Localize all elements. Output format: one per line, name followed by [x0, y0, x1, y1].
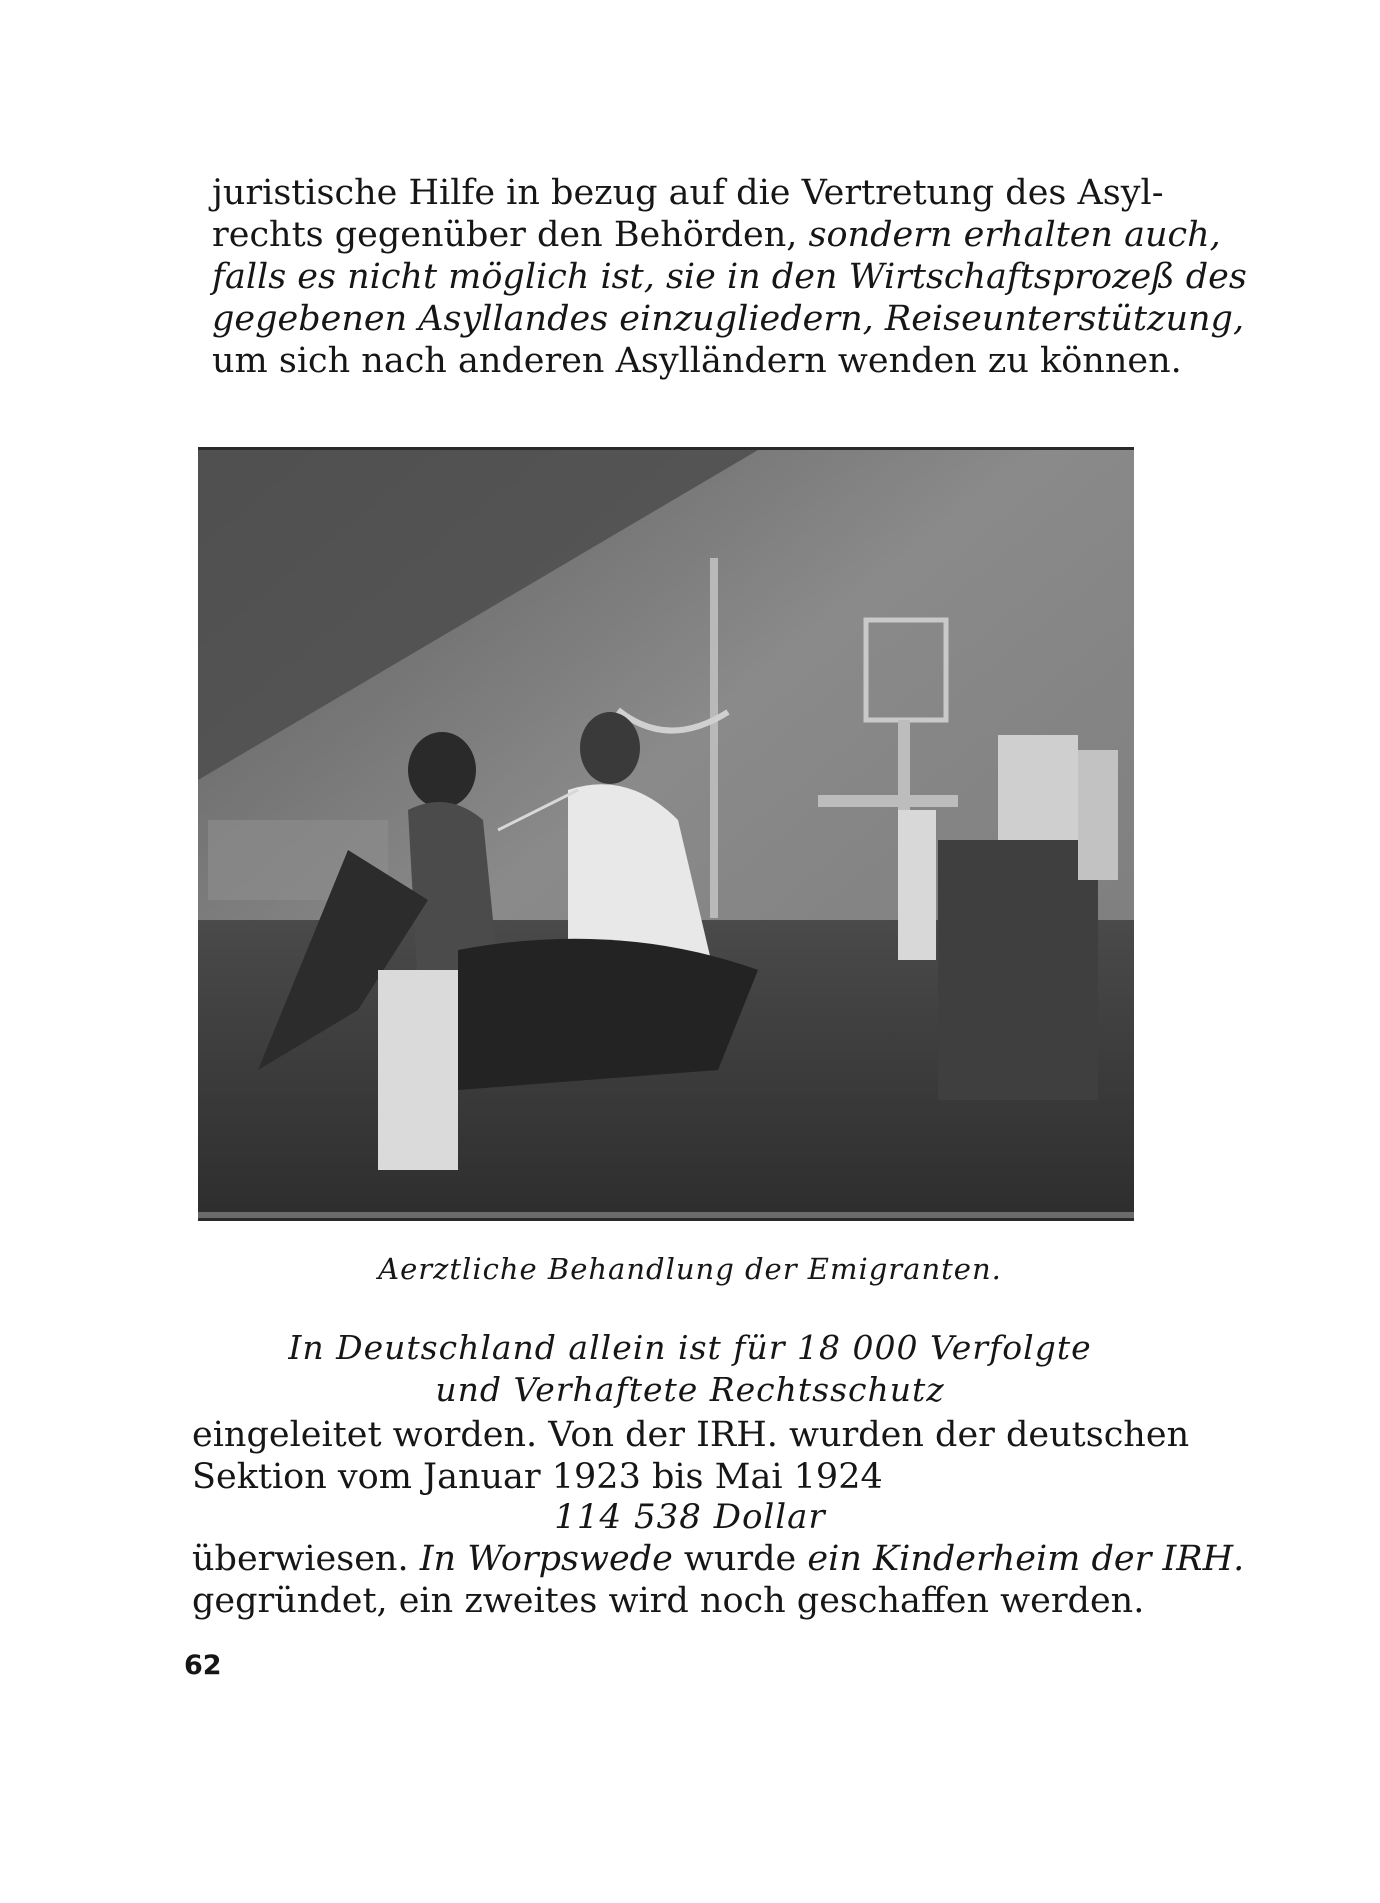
text-run: um sich nach anderen Asylländern wenden zu können.	[212, 341, 1182, 381]
page-number: 62	[184, 1650, 222, 1681]
dollar-amount-line: 114 538 Dollar	[554, 1497, 826, 1537]
photo-caption: Aerztliche Behandlung der Emigranten.	[378, 1252, 1002, 1286]
text-run: überwiesen.	[192, 1539, 420, 1579]
side-table-shape	[818, 795, 958, 807]
italic-text-run: In Worpswede	[419, 1539, 673, 1579]
dark-blanket-shape	[458, 939, 758, 1090]
closing-line-2	[192, 1580, 1145, 1622]
top-paragraph-line-5	[212, 340, 1182, 382]
body-line-2	[192, 1456, 1142, 1498]
top-paragraph-line-2	[212, 214, 1221, 256]
italic-text-run: ein Kinderheim der IRH.	[807, 1539, 1245, 1579]
centered-italic-line-2: und Verhaftete Rechtsschutz	[435, 1370, 945, 1409]
medical-treatment-photo	[198, 447, 1134, 1221]
text-run: gegründet, ein zweites wird noch geschaffen werden.	[192, 1581, 1145, 1621]
doctor-head-shape	[580, 712, 640, 784]
wall-box-shape	[998, 735, 1078, 840]
closing-paragraph	[192, 1538, 1245, 1622]
body-line-1	[192, 1414, 1190, 1456]
top-paragraph-line-3	[212, 256, 1247, 298]
italic-text-run: falls es nicht möglich ist, sie in den Wirtschaftsprozeß des	[212, 257, 1247, 297]
hanging-towel-shape	[898, 810, 936, 960]
top-paragraph-line-4	[212, 298, 1245, 340]
text-run: eingeleitet worden. Von der IRH. wurden der deutschen	[192, 1415, 1190, 1455]
italic-text-run: gegebenen Asyllandes einzugliedern, Reiseunterstützung,	[212, 299, 1245, 339]
text-run: wurde	[672, 1539, 808, 1579]
text-run: Sektion vom Januar 1923 bis Mai 1924	[192, 1457, 883, 1497]
patient-head-shape	[408, 732, 476, 808]
tall-cylinder-shape	[1078, 750, 1118, 880]
closing-line-1	[192, 1538, 1245, 1580]
top-paragraph-line-1	[212, 172, 1164, 214]
text-run: juristische Hilfe in bezug auf die Vertretung des Asyl-	[212, 173, 1164, 213]
text-run: rechts gegenüber den Behörden,	[212, 215, 809, 255]
lamp-pole-shape	[710, 558, 718, 918]
top-paragraph	[212, 172, 1247, 382]
photo-illustration	[198, 450, 1134, 1212]
centered-italic-line-1: In Deutschland allein ist für 18 000 Verfolgte	[288, 1328, 1092, 1367]
white-cloth-shape	[378, 970, 458, 1170]
cabinet-shape	[938, 840, 1098, 1100]
italic-text-run: sondern erhalten auch,	[808, 215, 1221, 255]
body-paragraph	[192, 1414, 1190, 1498]
